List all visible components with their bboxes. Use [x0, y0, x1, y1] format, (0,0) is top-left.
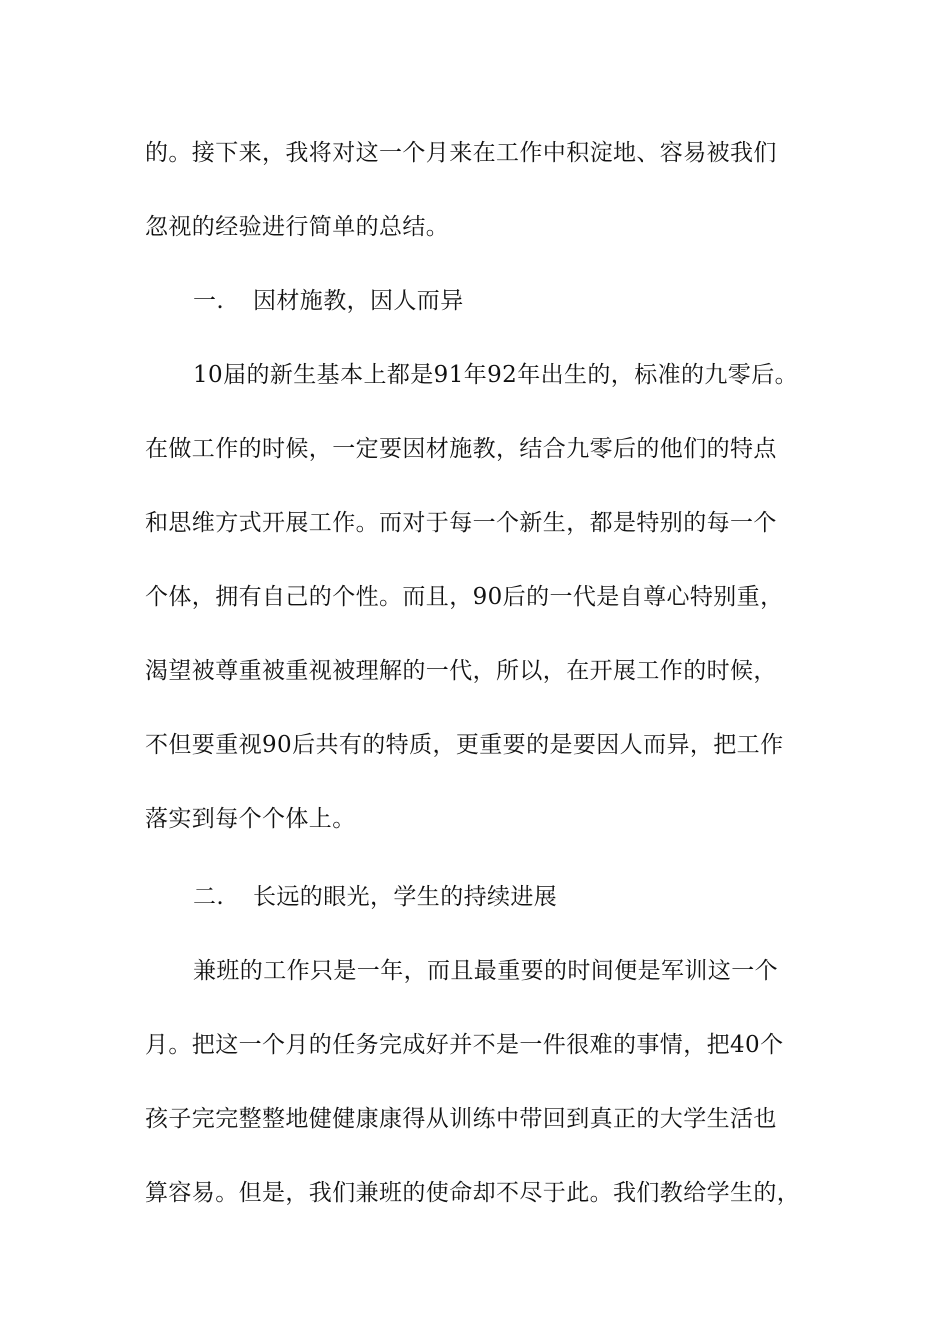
text-line: 的。接下来，我将对这一个月来在工作中积淀地、容易被我们	[145, 140, 777, 166]
heading-text: 长远的眼光，学生的持续进展	[253, 884, 558, 910]
text-line: 忽视的经验进行简单的总结。	[145, 214, 450, 240]
text-line: 10届的新生基本上都是91年92年出生的，标准的九零后。	[193, 362, 798, 388]
section-heading-1	[193, 286, 873, 316]
text-line: 兼班的工作只是一年，而且最重要的时间便是军训这一个	[193, 958, 778, 984]
text-line: 孩子完完整整地健健康康得从训练中带回到真正的大学生活也	[145, 1106, 777, 1132]
text-line: 月。把这一个月的任务完成好并不是一件很难的事情，把40个	[145, 1032, 784, 1058]
text-line: 渴望被尊重被重视被理解的一代，所以，在开展工作的时候，	[145, 658, 777, 684]
heading-number: 一.	[193, 288, 225, 314]
heading-text: 因材施教，因人而异	[253, 288, 464, 314]
section-heading-2	[193, 882, 873, 912]
text-line: 不但要重视90后共有的特质，更重要的是要因人而异，把工作	[145, 732, 784, 758]
text-line: 个体，拥有自己的个性。而且，90后的一代是自尊心特别重，	[145, 584, 784, 610]
text-line: 和思维方式开展工作。而对于每一个新生，都是特别的每一个	[145, 510, 777, 536]
heading-number: 二.	[193, 884, 225, 910]
text-line: 算容易。但是，我们兼班的使命却不尽于此。我们教给学生的，	[145, 1180, 801, 1206]
text-line: 落实到每个个体上。	[145, 806, 356, 832]
text-line: 在做工作的时候，一定要因材施教，结合九零后的他们的特点	[145, 436, 777, 462]
